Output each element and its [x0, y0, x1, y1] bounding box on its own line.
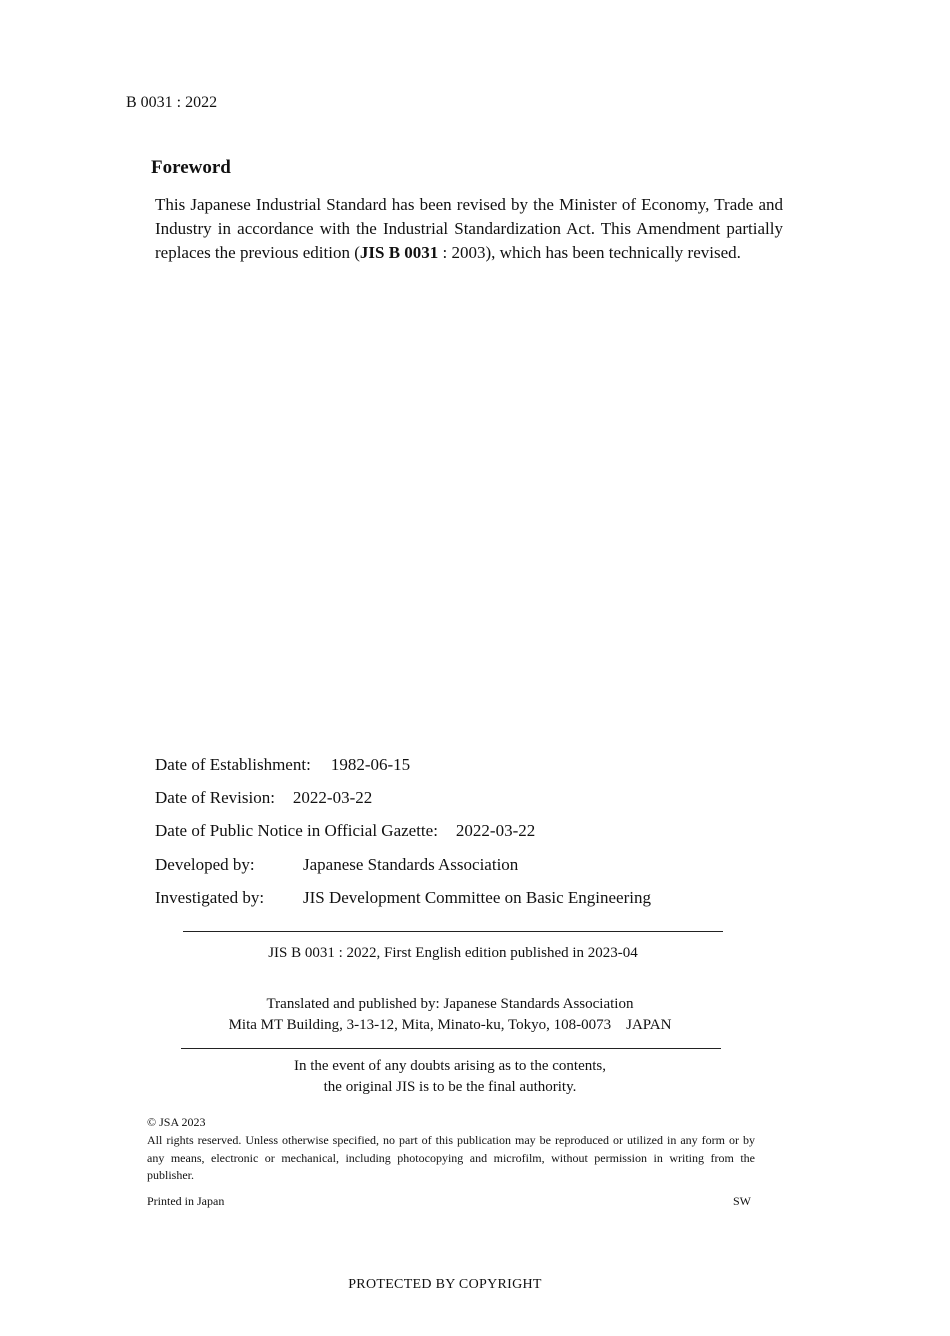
revision-row — [155, 788, 372, 808]
foreword-reference: JIS B 0031 — [359, 243, 439, 262]
foreword-title: Foreword — [151, 157, 231, 178]
divider-bottom — [181, 1048, 721, 1049]
developed-by-value: Japanese Standards Association — [303, 855, 519, 874]
copyright-notice: © JSA 2023 — [147, 1115, 206, 1129]
establishment-value: 1982-06-15 — [330, 755, 411, 774]
establishment-label: Date of Establishment: — [155, 755, 311, 774]
foreword-text-part1: This Japanese Industrial Standard has been revised by the Minister of Economy, Trade and Industry in accordance with the Industrial Standardization Act. This Amendment partially replaces the previous edition ( — [155, 195, 783, 262]
developed-by-label: Developed by: — [155, 855, 255, 874]
establishment-row — [155, 755, 410, 775]
revision-value: 2022-03-22 — [292, 788, 373, 807]
revision-label: Date of Revision: — [155, 788, 275, 807]
edition-line: JIS B 0031 : 2022, First English edition published in 2023-04 — [268, 945, 638, 961]
foreword-body — [155, 193, 783, 265]
investigated-by-row — [155, 888, 651, 908]
investigated-by-value: JIS Development Committee on Basic Engineering — [303, 888, 651, 907]
publisher-address: Mita MT Building, 3-13-12, Mita, Minato-ku, Tokyo, 108-0073 JAPAN — [228, 1017, 672, 1033]
printed-in: Printed in Japan — [147, 1194, 225, 1208]
foreword-text-part2: : 2003), which has been technically revised. — [438, 243, 741, 262]
divider-top — [183, 931, 723, 932]
protected-by-copyright: PROTECTED BY COPYRIGHT — [348, 1277, 542, 1292]
authority-line-2: the original JIS is to be the final authority. — [323, 1079, 577, 1095]
investigated-by-label: Investigated by: — [155, 888, 265, 907]
document-code-header: B 0031 : 2022 — [126, 94, 218, 111]
translated-by-line: Translated and published by: Japanese Standards Association — [266, 996, 634, 1012]
rights-statement: All rights reserved. Unless otherwise specified, no part of this publication may be reproduced or utilized in any form or by any means, electronic or mechanical, including photocopying and microfilm, without permission in writing from the publisher. — [147, 1133, 755, 1182]
public-notice-label: Date of Public Notice in Official Gazette: — [155, 821, 438, 840]
public-notice-value: 2022-03-22 — [455, 821, 536, 840]
authority-line-1: In the event of any doubts arising as to the contents, — [293, 1058, 606, 1074]
public-notice-row — [155, 821, 535, 841]
developed-by-row — [155, 855, 518, 875]
print-code: SW — [733, 1194, 751, 1208]
